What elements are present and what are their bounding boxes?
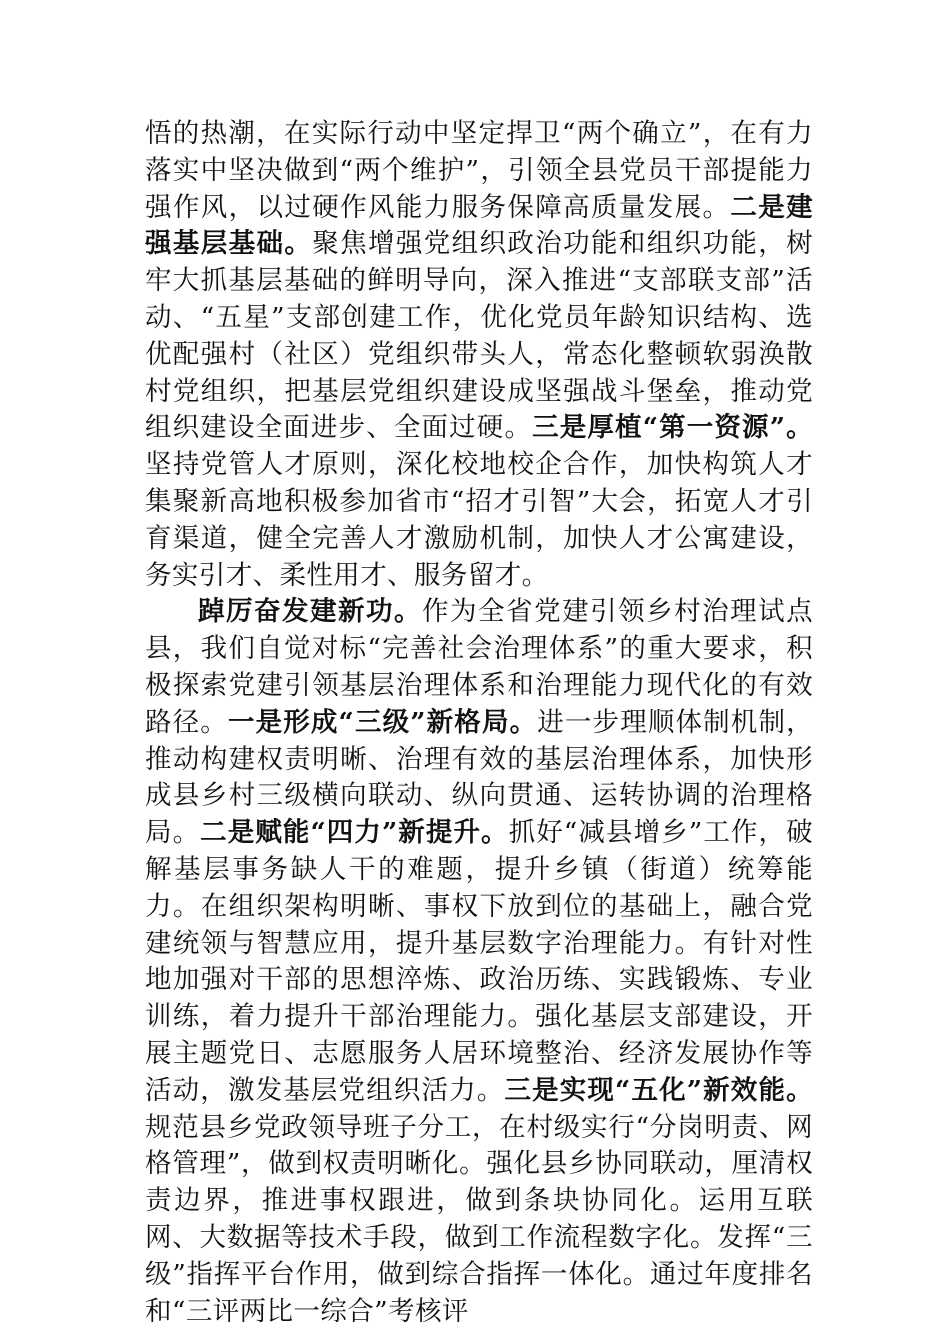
bold-heading-first-resource: 三是厚植“第一资源”。: [532, 412, 813, 444]
text-run: 抓好“减县增乡”工作，破解基层事务缺人干的难题，提升乡镇（街道）统筹能力。在组织架构明晰、事权下放到位的基础上，融合党建统领与智慧应用，提升基层数字治理能力。有针对性地加强对干部的思想淬炼、政治历练、实践锻炼、专业训练，着力提升干部治理能力。强化基层支部建设，开展主题党日、志愿服务人居环境整治、经济发展协作等活动，激发基层党组织活力。: [145, 817, 813, 1106]
text-run: 进一步理顺体制机制，推动构建权责明晰、治理有效的基层治理体系，加快形成县乡村三级横向联动、纵向贯通、运转协调的治理格局。: [145, 706, 813, 849]
text-run: 悟的热潮，在实际行动中坚定捍卫“两个确立”，在有力落实中坚决做到“两个维护”，引领全县党员干部提能力强作风，以过硬作风能力服务保障高质量发展。: [145, 118, 813, 223]
bold-heading-four-powers: 二是赋能“四力”新提升。: [200, 817, 509, 849]
bold-heading-build-grassroots: 二是建强基层基础。: [145, 191, 813, 260]
text-run: 坚持党管人才原则，深化校地校企合作，加快构筑人才集聚新高地积极参加省市“招才引智”大会，拓宽人才引育渠道，健全完善人才激励机制，加快人才公寓建设，务实引才、柔性用才、服务留才。: [145, 449, 813, 591]
document-body: [145, 116, 813, 1330]
paragraph-2: [145, 594, 813, 1330]
paragraph-1: [145, 116, 813, 594]
bold-heading-three-levels: 一是形成“三级”新格局。: [227, 706, 538, 738]
text-run: 聚焦增强党组织政治功能和组织功能，树牢大抓基层基础的鲜明导向，深入推进“支部联支部”活动、“五星”支部创建工作，优化党员年龄知识结构、选优配强村（社区）党组织带头人，常态化整顿软弱涣散村党组织，把基层党组织建设成坚强战斗堡垒，推动党组织建设全面进步、全面过硬。: [145, 228, 813, 444]
text-run: 规范县乡党政领导班子分工，在村级实行“分岗明责、网格管理”，做到权责明晰化。强化县乡协同联动，厘清权责边界，推进事权跟进，做到条块协同化。运用互联网、大数据等技术手段，做到工作流程数字化。发挥“三级”指挥平台作用，做到综合指挥一体化。通过年度排名和“三评两比一综合”考核评: [145, 1111, 813, 1327]
text-run: 作为全省党建引领乡村治理试点县，我们自觉对标“完善社会治理体系”的重大要求，积极探索党建引领基层治理体系和治理能力现代化的有效路径。: [145, 596, 814, 738]
section-heading-new-achievement: 踔厉奋发建新功。: [198, 596, 423, 628]
bold-heading-five-izations: 三是实现“五化”新效能。: [504, 1074, 813, 1106]
